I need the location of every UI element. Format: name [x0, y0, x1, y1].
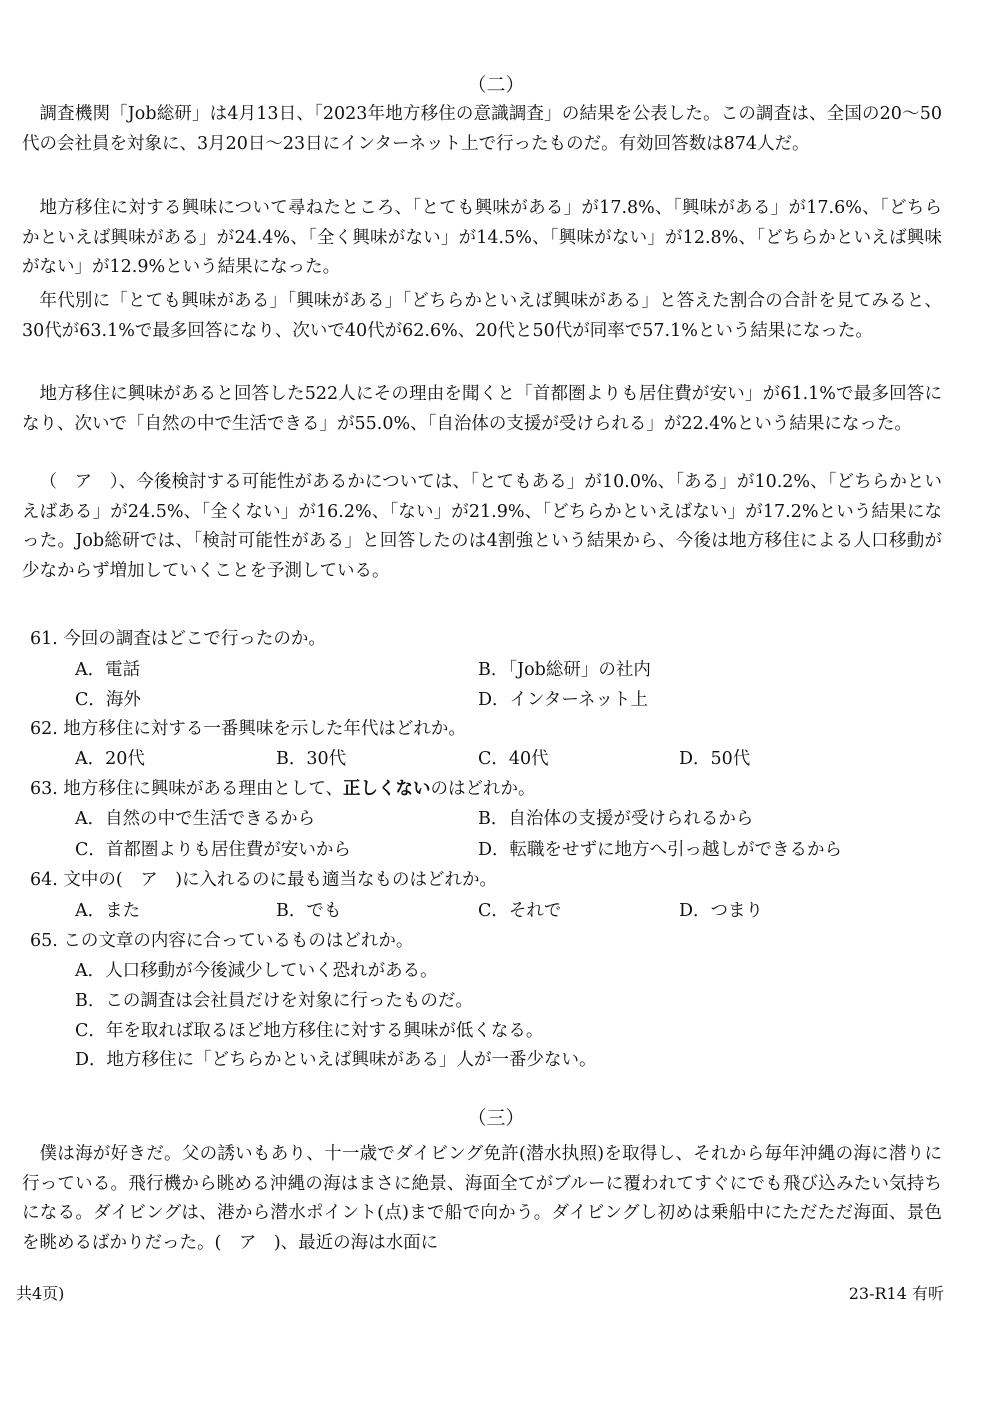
question-61-option-a: A．電話	[75, 660, 141, 680]
question-63-stem-pre: 63. 地方移住に興味がある理由として、	[30, 779, 344, 799]
section-2-paragraph-3: 年代別に「とても興味がある」「興味がある」「どちらかといえば興味がある」と答えた割合の合計を見てみると、30代が63.1%で最多回答になり、次いで40代が62.6%、20代と50代が同率で57.1%という結果になった。	[22, 291, 942, 341]
section-2-paragraph-5: （ ア ）、今後検討する可能性があるかについては、「とてもある」が10.0%、「ある」が10.2%、「どちらかといえばある」が24.5%、「全くない」が16.2%、「ない」が21.9%、「どちらかといえばない」が17.2%という結果になった。Job総研では、「検討可能性がある」と回答したのは4割強という結果から、今後は地方移住による人口移動が少なからず増加していくことを予測している。	[22, 472, 942, 581]
section-3-heading: （三）	[467, 1107, 525, 1129]
question-61-option-d: D．インターネット上	[478, 690, 648, 710]
question-61-option-c: C．海外	[75, 690, 141, 710]
question-64-stem: 64. 文中の( ア )に入れるのに最も適当なものはどれか。	[30, 870, 498, 890]
question-65-option-d: D．地方移住に「どちらかといえば興味がある」人が一番少ない。	[75, 1050, 597, 1070]
section-2-heading: （二）	[467, 74, 525, 96]
question-64-option-c: C．それで	[478, 901, 562, 921]
question-63-stem-post: のはどれか。	[430, 779, 536, 799]
question-62-option-d: D．50代	[679, 749, 751, 769]
section-3-paragraph: 僕は海が好きだ。父の誘いもあり、十一歳でダイビング免許(潜水执照)を取得し、それから毎年沖縄の海に潜りに行っている。飛行機から眺める沖縄の海はまさに絶景、海面全てがブルーに覆われてすぐにでも飛び込みたい気持ちになる。ダイビングは、港から潜水ポイント(点)まで船で向かう。ダイビングし初めは乗船中にただただ海面、景色を眺めるばかりだった。( ア )、最近の海は水面に	[22, 1144, 942, 1253]
question-63-option-d: D．転職をせずに地方へ引っ越しができるから	[478, 840, 843, 860]
question-62-option-a: A．20代	[75, 749, 145, 769]
question-62-stem: 62. 地方移住に対する一番興味を示した年代はどれか。	[30, 719, 466, 739]
section-2-paragraph-1: 調査機関「Job総研」は4月13日、「2023年地方移住の意識調査」の結果を公表した。この調査は、全国の20〜50代の会社員を対象に、3月20日〜23日にインターネット上で行ったものだ。有効回答数は874人だ。	[22, 104, 942, 154]
question-64-option-a: A．また	[75, 901, 141, 921]
question-61-option-b: B．「Job総研」の社内	[478, 660, 651, 680]
footer-page-count: 共4页)	[16, 1284, 65, 1303]
question-64-option-d: D．つまり	[679, 901, 764, 921]
question-63-option-c: C．首都圏よりも居住費が安いから	[75, 840, 351, 860]
question-63-option-a: A．自然の中で生活できるから	[75, 809, 316, 829]
question-61-stem: 61. 今回の調査はどこで行ったのか。	[30, 629, 326, 649]
question-62-option-b: B．30代	[276, 749, 347, 769]
question-65-option-a: A．人口移動が今後減少していく恐れがある。	[75, 961, 438, 981]
question-63-option-b: B．自治体の支援が受けられるから	[478, 809, 754, 829]
section-2-paragraph-4: 地方移住に興味があると回答した522人にその理由を聞くと「首都圏よりも居住費が安い」が61.1%で最多回答になり、次いで「自然の中で生活できる」が55.0%、「自治体の支援が受けられる」が22.4%という結果になった。	[22, 384, 942, 434]
question-65-option-c: C．年を取れば取るほど地方移住に対する興味が低くなる。	[75, 1021, 544, 1041]
question-65-stem: 65. この文章の内容に合っているものはどれか。	[30, 931, 414, 951]
footer-exam-code: 23-R14 有听	[848, 1284, 944, 1303]
question-65-option-b: B．この調査は会社員だけを対象に行ったものだ。	[75, 991, 473, 1011]
section-2-paragraph-2: 地方移住に対する興味について尋ねたところ、「とても興味がある」が17.8%、「興味がある」が17.6%、「どちらかといえば興味がある」が24.4%、「全く興味がない」が14.5%、「興味がない」が12.8%、「どちらかといえば興味がない」が12.9%という結果になった。	[22, 198, 942, 277]
question-64-option-b: B．でも	[276, 901, 342, 921]
question-63-stem	[30, 775, 536, 800]
question-62-option-c: C．40代	[478, 749, 549, 769]
question-63-stem-emphasis: 正しくない	[343, 779, 431, 799]
